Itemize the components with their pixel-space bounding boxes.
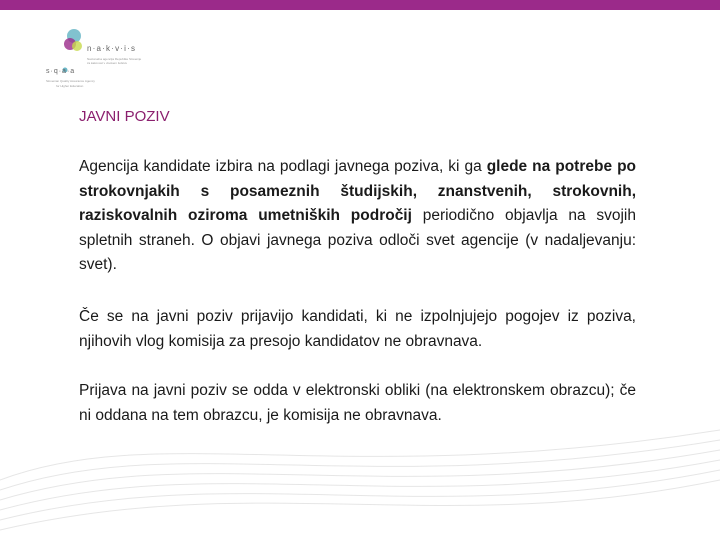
brand-name-top: n·a·k·v·i·s bbox=[87, 44, 137, 53]
decorative-waves bbox=[0, 420, 720, 540]
page-title: JAVNI POZIV bbox=[79, 108, 170, 125]
top-accent-bar bbox=[0, 0, 720, 10]
brand-subtitle-bottom-2: for Higher Education bbox=[56, 84, 84, 88]
paragraph-2: Če se na javni poziv prijavijo kandidati, ki ne izpolnjujejo pogojev iz poziva, njihovih vlog komisija za presojo kandidatov ne obravnava. bbox=[79, 308, 636, 350]
paragraph-1-bold: glede na potrebe po strokovnjakih s posameznih študijskih, znanstvenih, strokovnih, raziskovalnih oziroma umetniških področij bbox=[79, 158, 636, 224]
brand-subtitle-top-2: za kakovost v visokem šolstvu bbox=[87, 61, 128, 65]
brand-subtitle-bottom-1: Slovenian Quality Assurance Agency bbox=[46, 79, 95, 83]
brand-name-bottom: s·q·a·a bbox=[46, 68, 76, 75]
paragraph-1 bbox=[79, 155, 636, 278]
brand-subtitle-top-1: Nacionalna agencija Republike Slovenije bbox=[87, 57, 142, 61]
paragraph-1-lead: Agencija kandidate izbira na podlagi javnega poziva, ki ga bbox=[79, 158, 487, 175]
paragraph-3: Prijava na javni poziv se odda v elektronski obliki (na elektronskem obrazcu); če ni oddana na tem obrazcu, je komisija ne obravnava. bbox=[79, 382, 636, 424]
paragraph-1-tail: periodično objavlja na svojih spletnih straneh. O objavi javnega poziva odloči svet agencije (v nadaljevanju: svet). bbox=[79, 207, 636, 273]
